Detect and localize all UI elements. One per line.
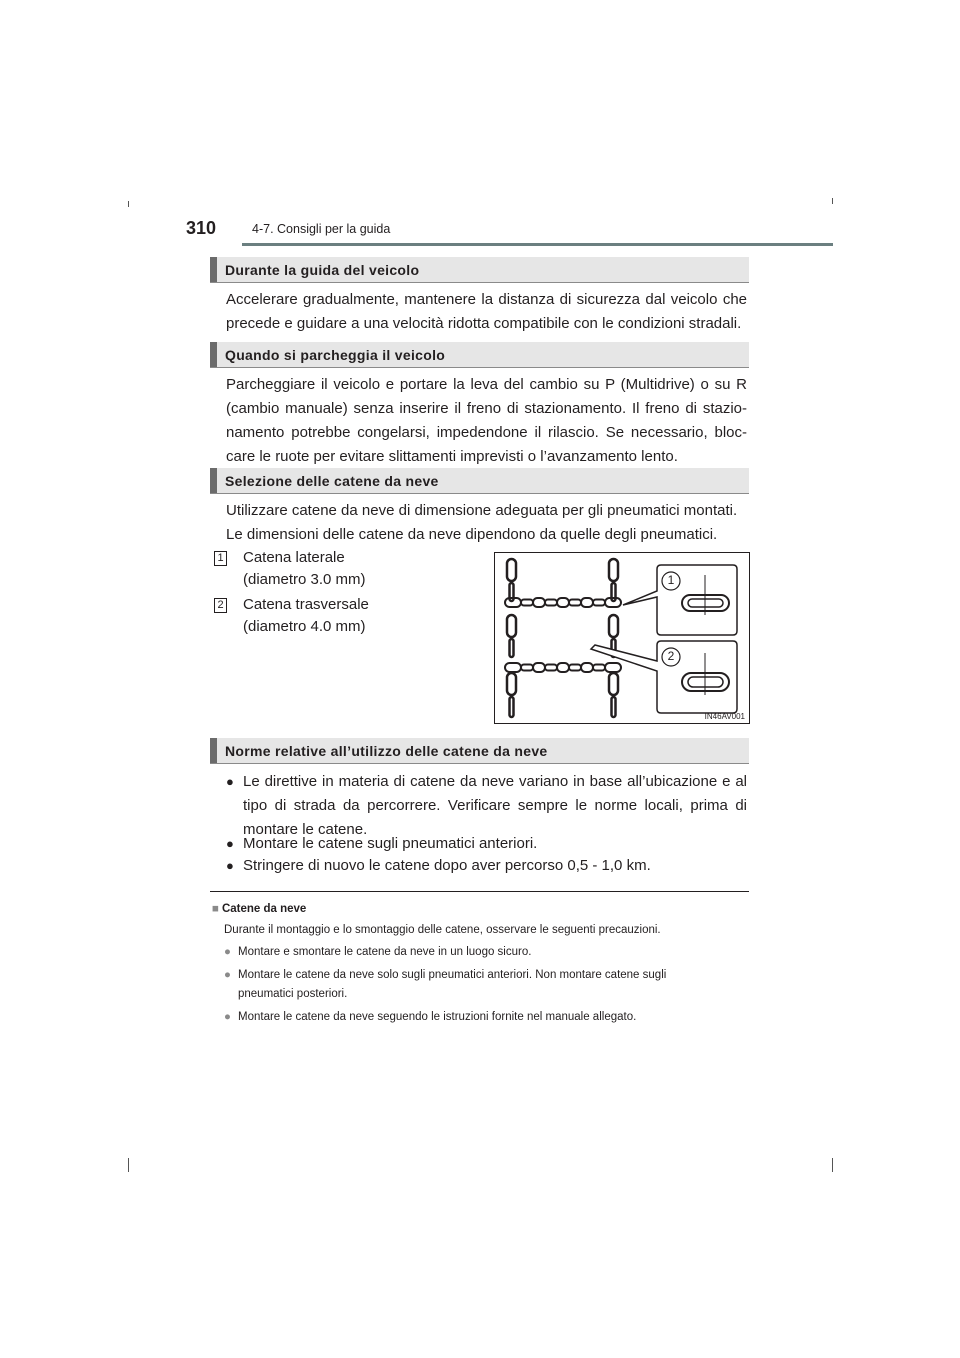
text-line: Accelerare gradualmente, mantenere la distanza di sicurezza dal veicolo che <box>226 291 747 308</box>
chain-link <box>581 598 593 607</box>
callout-box-upper <box>623 565 737 635</box>
chain-link <box>569 600 581 606</box>
chain-link <box>505 663 521 672</box>
page-number: 310 <box>186 218 217 238</box>
chain-link <box>521 665 533 671</box>
legend-line: (diametro 3.0 mm) <box>243 571 366 588</box>
chain-link <box>605 663 621 672</box>
rule-item <box>243 854 747 878</box>
section-heading-driving <box>210 257 749 283</box>
bullet-icon: ● <box>226 858 234 873</box>
square-marker-icon: ■ <box>212 903 219 915</box>
text-line: namento potrebbe congelarsi, impedendone il rilascio. Se necessario, bloc- <box>226 424 747 441</box>
text-line: montare le catene. <box>243 821 368 838</box>
text-line: Montare e smontare le catene da neve in un luogo sicuro. <box>238 946 532 958</box>
chain-link <box>521 600 533 606</box>
legend-line: Catena trasversale <box>243 596 369 613</box>
text-line: Montare le catene da neve seguendo le istruzioni fornite nel manuale allegato. <box>238 1011 637 1023</box>
note-bullet-icon: ● <box>224 1011 231 1023</box>
callout-number-2: 2 <box>667 649 675 663</box>
legend-item-cross-chain <box>243 594 369 638</box>
chain-link <box>612 697 616 717</box>
text-line: Utilizzare catene da neve di dimensione adeguata per gli pneumatici montati. <box>226 502 738 519</box>
chain-link <box>510 639 514 657</box>
heading-text: Selezione delle catene da neve <box>225 473 439 489</box>
heading-bar <box>210 342 217 367</box>
crop-mark-top-right <box>832 198 833 204</box>
note-title-text: Catene da neve <box>221 903 307 915</box>
heading-bar <box>210 257 217 282</box>
chain-link <box>593 665 605 671</box>
chain-link <box>609 559 618 581</box>
bullet-icon: ● <box>226 836 234 851</box>
snow-chain-figure <box>494 552 750 724</box>
text-line: Parcheggiare il veicolo e portare la leva del cambio su P (Multidrive) o su R <box>226 376 747 393</box>
callout-number-1: 1 <box>667 573 675 587</box>
heading-bar <box>210 738 217 763</box>
crop-mark-bottom-left <box>128 1158 129 1172</box>
figure-code: IN46AV001 <box>704 712 745 721</box>
note-bullet-icon: ● <box>224 946 231 958</box>
note-bullet-icon: ● <box>224 969 231 981</box>
crop-mark-bottom-right <box>832 1158 833 1172</box>
chain-link <box>609 673 618 695</box>
chain-link <box>581 663 593 672</box>
chain-link <box>569 665 581 671</box>
crop-mark-top-left <box>128 201 129 207</box>
text-line: Montare le catene sugli pneumatici anteriori. <box>243 835 538 852</box>
chain-link <box>507 673 516 695</box>
chain-link <box>557 663 569 672</box>
selection-paragraph <box>226 499 747 547</box>
text-line: pneumatici posteriori. <box>238 988 348 1000</box>
note-item <box>238 966 748 1004</box>
note-item <box>238 1008 748 1027</box>
chain-link <box>557 598 569 607</box>
chain-link <box>593 600 605 606</box>
chain-link <box>507 559 516 581</box>
driving-paragraph <box>226 288 747 336</box>
parking-paragraph <box>226 373 747 469</box>
item-number-badge: 2 <box>214 598 227 613</box>
text-line: Stringere di nuovo le catene dopo aver percorso 0,5 - 1,0 km. <box>243 857 651 874</box>
legend-line: (diametro 4.0 mm) <box>243 618 366 635</box>
chain-link <box>533 663 545 672</box>
text-line: Le dimensioni delle catene da neve dipendono da quelle degli pneumatici. <box>226 526 718 543</box>
note-item <box>238 943 748 962</box>
item-number-badge: 1 <box>214 551 227 566</box>
chain-link <box>609 615 618 637</box>
section-heading-selection <box>210 468 749 494</box>
bullet-icon: ● <box>226 774 234 789</box>
text-line: care le ruote per evitare slittamenti imprevisti o l’avanzamento lento. <box>226 448 678 465</box>
header-rule <box>242 243 833 246</box>
text-line: precede e guidare a una velocità ridotta compatibile con le condizioni stradali. <box>226 315 742 332</box>
chain-link <box>507 615 516 637</box>
chain-link <box>510 697 514 717</box>
chain-link <box>545 600 557 606</box>
chain-link <box>545 665 557 671</box>
heading-text: Quando si parcheggia il veicolo <box>225 347 446 363</box>
section-heading-parking <box>210 342 749 368</box>
chain-link <box>533 598 545 607</box>
legend-item-side-chain <box>243 547 366 591</box>
heading-bar <box>210 468 217 493</box>
text-line: (cambio manuale) senza inserire il freno di stazionamento. Il freno di stazio- <box>226 400 747 417</box>
notes-rule <box>210 891 749 892</box>
section-heading-rules <box>210 738 749 764</box>
legend-line: Catena laterale <box>243 549 345 566</box>
text-line: Le direttive in materia di catene da neve variano in base all’ubicazione e al <box>243 773 747 790</box>
note-intro: Durante il montaggio e lo smontaggio delle catene, osservare le seguenti precauzioni. <box>224 924 661 936</box>
text-line: tipo di strada da percorrere. Verificare sempre le norme locali, prima di <box>243 797 747 814</box>
snow-chain-illustration <box>495 553 749 723</box>
heading-text: Norme relative all’utilizzo delle catene da neve <box>225 743 548 759</box>
heading-text: Durante la guida del veicolo <box>225 262 420 278</box>
text-line: Montare le catene da neve solo sugli pneumatici anteriori. Non montare catene sugli <box>238 969 667 981</box>
chain-link <box>605 598 621 607</box>
chapter-title: 4-7. Consigli per la guida <box>252 222 391 236</box>
note-title <box>212 903 306 915</box>
rule-item <box>243 832 747 856</box>
